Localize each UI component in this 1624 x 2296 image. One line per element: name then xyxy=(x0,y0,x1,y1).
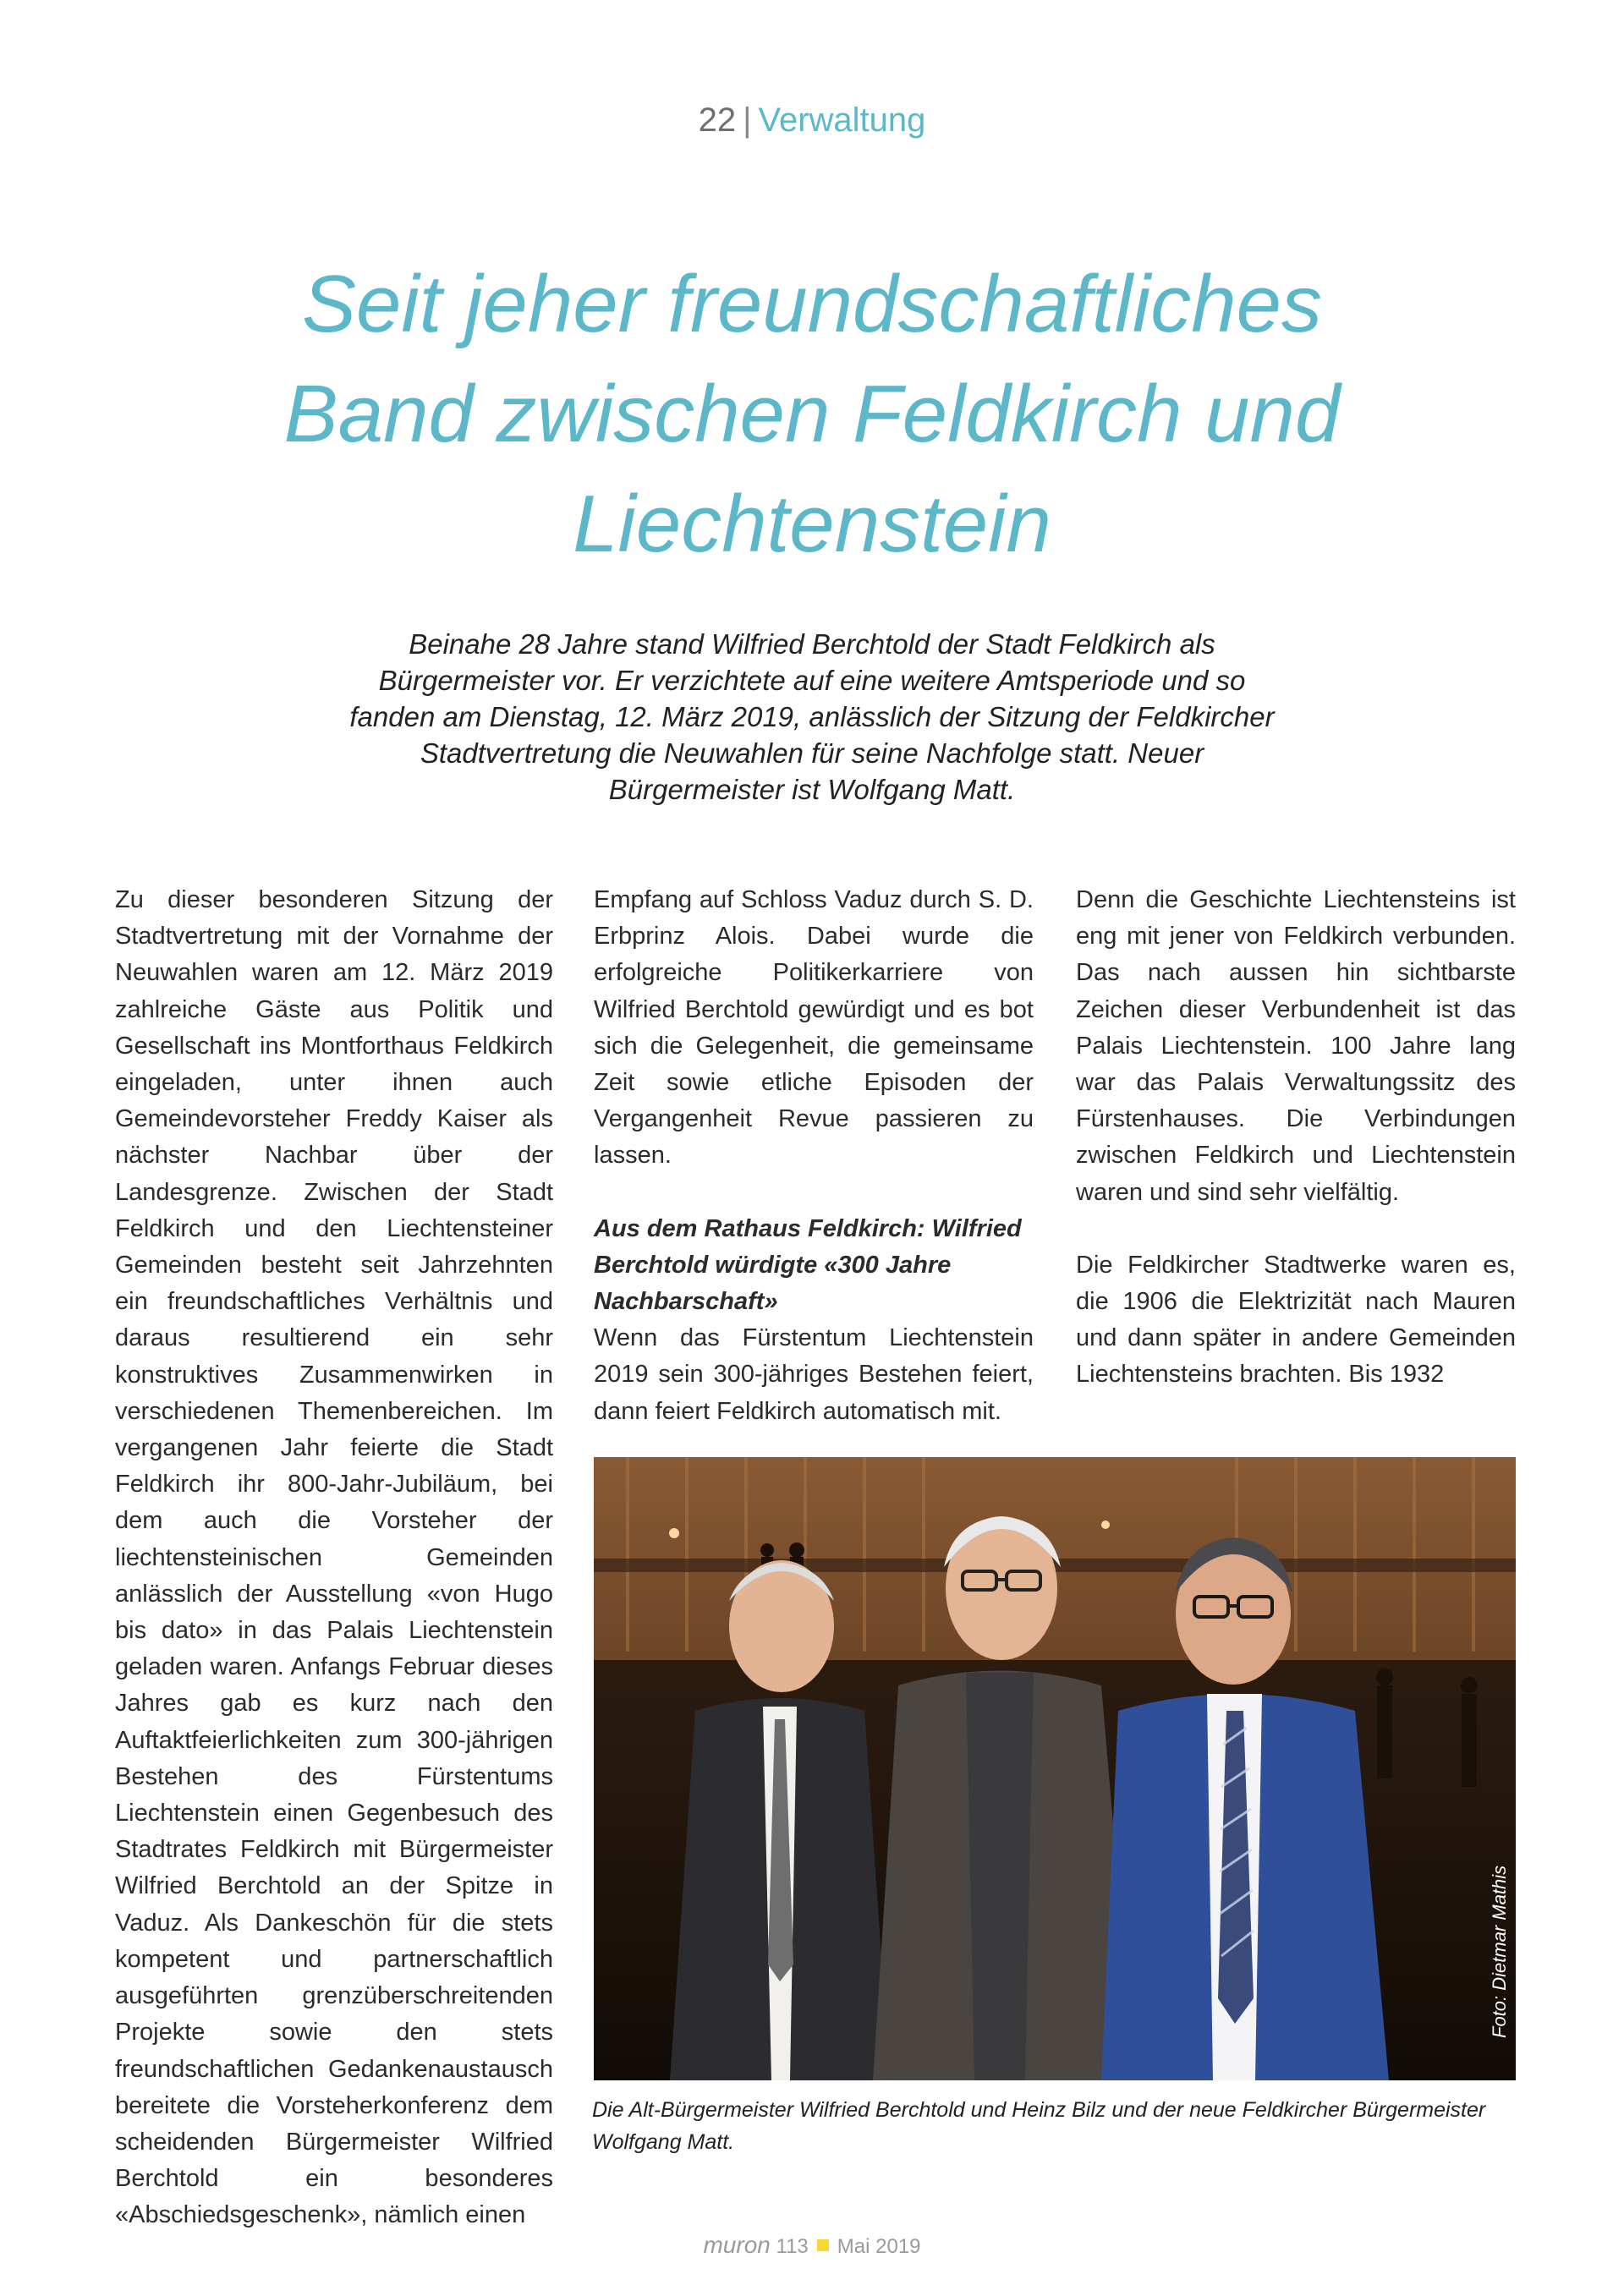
page-header xyxy=(0,100,1624,140)
footer-square-icon xyxy=(817,2239,829,2251)
text-column-2 xyxy=(594,882,1034,1430)
issue-number: 113 xyxy=(776,2235,809,2258)
magazine-name: muron xyxy=(703,2232,771,2258)
article-title xyxy=(127,249,1497,579)
column-3-paragraph-1: Denn die Geschichte Liechtensteins ist eng mit jener von Feldkirch verbunden. Das nach aussen hin sichtbarste Zeichen dieser Verbundenheit ist das Palais Liechtenstein. 100 Jahre lang war das Palais Verwaltungssitz des Fürstenhauses. Die Verbindungen zwischen Feldkirch und Liechtenstein waren und sind sehr vielfältig. xyxy=(1076,886,1516,1206)
article-lead: Beinahe 28 Jahre stand Wilfried Berchtold der Stadt Feldkirch als Bürgermeister vor. Er verzichtete auf eine weitere Amtsperiode und so fanden am Dienstag, 12. März 2019, anlässlich der Sitzung der Feldkircher Stadtvertretung die Neuwahlen für seine Nachfolge statt. Neuer Bürgermeister ist Wolfgang Matt. xyxy=(349,628,1275,805)
column-2-paragraph-2: Wenn das Fürstentum Liechtenstein 2019 sein 300-jähriges Bestehen feiert, dann feiert Feldkirch automatisch mit. xyxy=(594,1324,1034,1425)
photo-illustration xyxy=(594,1457,1516,2080)
page-number: 22 xyxy=(698,101,737,139)
column-3-paragraph-2: Die Feldkircher Stadtwerke waren es, die 1906 die Elektrizität nach Mauren und dann später in andere Gemeinden Liechtensteins brachten. Bis 1932 xyxy=(1076,1251,1516,1389)
text-column-3 xyxy=(1076,882,1516,1394)
column-1-paragraph: Zu dieser besonderen Sitzung der Stadtvertretung mit der Vornahme der Neuwahlen waren am 12. März 2019 zahlreiche Gäste aus Politik und Gesellschaft ins Montforthaus Feldkirch eingeladen, unter ihnen auch Gemeindevorsteher Freddy Kaiser als nächster Nachbar über der Landesgrenze. Zwischen der Stadt Feldkirch und den Liechtensteiner Gemeinden besteht seit Jahrzehnten ein freundschaftliches Verhältnis und daraus resultierend ein sehr konstruktives Zusammenwirken in verschiedenen Themenbereichen. Im vergangenen Jahr feierte die Stadt Feldkirch ihr 800-Jahr-Jubiläum, bei dem auch die Vorsteher der liechtensteinischen Gemeinden anlässlich der Ausstellung «von Hugo bis dato» in das Palais Liechtenstein geladen waren. Anfangs Februar dieses Jahres gab es kurz nach den Auftaktfeierlichkeiten zum 300-jährigen Bestehen des Fürstentums Liechtenstein einen Gegenbesuch des Stadtrates Feldkirch mit Bürgermeister Wilfried Berchtold an der Spitze in Vaduz. Als Dankeschön für die stets kompetent und partnerschaftlich ausgeführten grenzüberschreitenden Projekte sowie den stets freundschaftlichen Gedankenaustausch bereitete die Vorsteherkonferenz dem scheidenden Bürgermeister Wilfried Berchtold ein besonderes «Abschiedsgeschenk», nämlich einen xyxy=(115,886,553,2229)
text-column-1 xyxy=(115,882,553,2234)
article-photo xyxy=(594,1457,1516,2080)
photo-caption: Die Alt-Bürgermeister Wilfried Berchtold und Heinz Bilz und der neue Feldkircher Bürgermeister Wolfgang Matt. xyxy=(592,2098,1486,2154)
title-line-2: Band zwischen Feldkirch und xyxy=(283,369,1341,459)
section-subheading: Aus dem Rathaus Feldkirch: Wilfried Berchtold würdigte «300 Jahre Nachbarschaft» xyxy=(594,1214,1022,1316)
page-footer xyxy=(0,2233,1624,2260)
photo-credit: Foto: Dietmar Mathis xyxy=(1489,1865,1510,2038)
header-separator: | xyxy=(743,101,752,139)
issue-date: Mai 2019 xyxy=(837,2235,921,2258)
column-2-paragraph-1: Empfang auf Schloss Vaduz durch S. D. Erbprinz Alois. Dabei wurde die erfolgreiche Politikerkarriere von Wilfried Berchtold gewürdigt und es bot sich die Gelegenheit, die gemeinsame Zeit sowie etliche Episoden der Vergangenheit Revue passieren zu lassen. xyxy=(594,886,1034,1170)
title-line-3: Liechtenstein xyxy=(573,479,1051,569)
title-line-1: Seit jeher freundschaftliches xyxy=(302,259,1322,349)
section-label: Verwaltung xyxy=(758,101,926,139)
